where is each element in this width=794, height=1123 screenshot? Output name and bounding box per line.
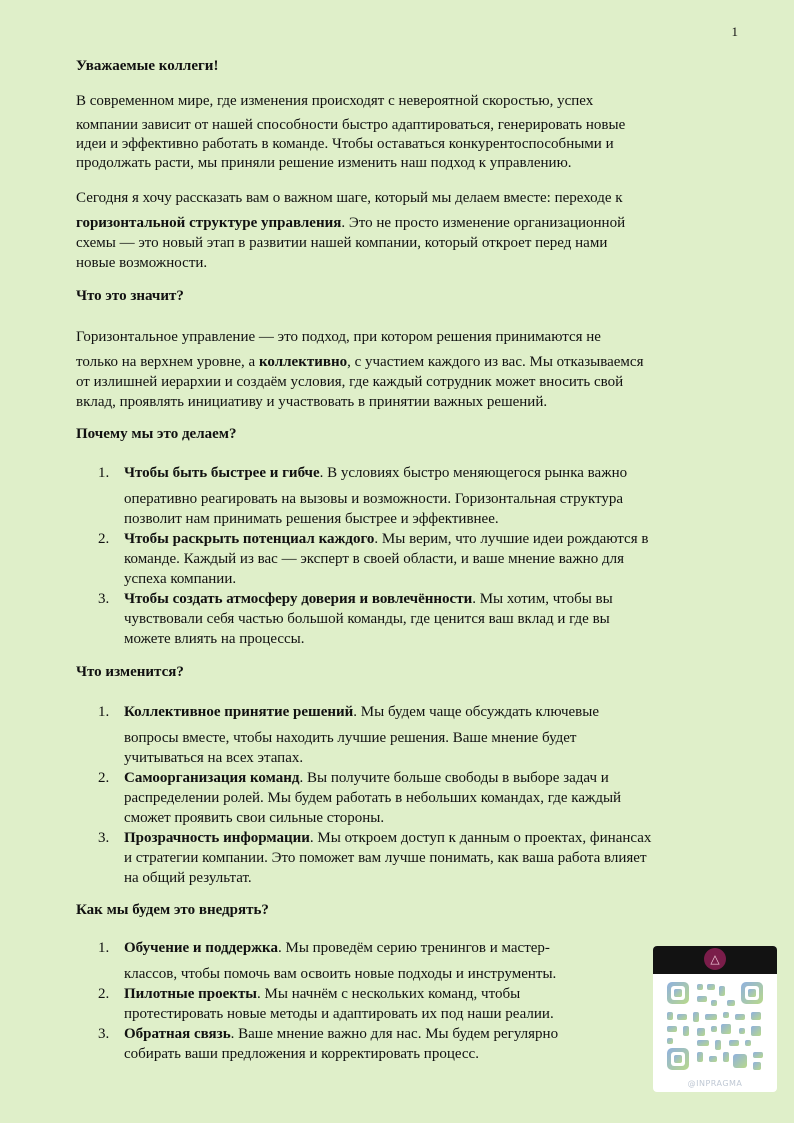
- list-item: 3. Обратная связь. Ваше мнение важно для нас. Мы будем регулярно собирать ваши предложения и корректировать процесс.: [98, 1026, 559, 1062]
- section-heading: Как мы будем это внедрять?: [76, 902, 269, 918]
- brand-logo-icon: △: [704, 948, 726, 970]
- intro-paragraph-2: [76, 188, 736, 273]
- qr-code-icon: [653, 974, 777, 1074]
- intro-paragraph-1: [76, 92, 736, 173]
- intro-line: идеи и эффективно работать в команде. Чтобы оставаться конкурентоспособными и: [76, 136, 614, 152]
- intro-line: схемы — это новый этап в развитии нашей компании, который откроет перед нами: [76, 235, 608, 251]
- intro-line: продолжать расти, мы приняли решение изменить наш подход к управлению.: [76, 155, 572, 171]
- paragraph-line: вклад, проявлять инициативу и участвовать в принятии важных решений.: [76, 394, 548, 410]
- intro-line: Сегодня я хочу рассказать вам о важном шаге, который мы делаем вместе: переходе к: [76, 190, 623, 206]
- section-heading: Почему мы это делаем?: [76, 426, 237, 442]
- section-heading: Что изменится?: [76, 664, 184, 680]
- reasons-list: [76, 463, 736, 649]
- qr-code-card[interactable]: [653, 946, 777, 1092]
- intro-line: В современном мире, где изменения происходят с невероятной скоростью, успех: [76, 93, 594, 109]
- section-heading: Что это значит?: [76, 288, 184, 304]
- list-item: 3. Чтобы создать атмосферу доверия и вовлечённости. Мы хотим, чтобы вы чувствовали себя частью большой команды, где ценится ваш вклад и где вы можете влиять на процессы.: [98, 591, 613, 647]
- section1-paragraph: [76, 327, 746, 412]
- changes-list: [76, 702, 736, 888]
- list-item: 3. Прозрачность информации. Мы откроем доступ к данным о проектах, финансах и стратегии компании. Это поможет вам лучше понимать, как ваша работа влияет на общий результат.: [98, 830, 652, 886]
- paragraph-line: только на верхнем уровне, а коллективно, с участием каждого из вас. Мы отказываемся: [76, 354, 644, 370]
- page-number: 1: [731, 24, 738, 39]
- list-item: 2. Пилотные проекты. Мы начнём с нескольких команд, чтобы протестировать новые методы и адаптировать их под наши реалии.: [98, 986, 554, 1022]
- qr-caption: @INPRAGMA: [687, 1079, 743, 1088]
- bold-term: коллективно: [258, 354, 348, 370]
- intro-line: горизонтальной структуре управления. Это не просто изменение организационной: [76, 215, 626, 231]
- list-item: 1. Коллективное принятие решений. Мы будем чаще обсуждать ключевые вопросы вместе, чтобы находить лучшие решения. Ваше мнение будет учитываться на всех этапах.: [98, 704, 599, 766]
- list-item: 1. Чтобы быть быстрее и гибче. В условиях быстро меняющегося рынка важно оперативно реагировать на вызовы и возможности. Горизонтальная структура позволит нам принимать решения быстрее и эффективнее.: [98, 465, 628, 527]
- list-item: 2. Чтобы раскрыть потенциал каждого. Мы верим, что лучшие идеи рождаются в команде. Каждый из вас — эксперт в своей области, и ваше мнение важно для успеха компании.: [98, 531, 649, 587]
- intro-line: компании зависит от нашей способности быстро адаптироваться, генерировать новые: [76, 117, 626, 133]
- paragraph-line: Горизонтальное управление — это подход, при котором решения принимаются не: [76, 329, 601, 345]
- intro-line: новые возможности.: [76, 255, 208, 271]
- paragraph-line: от излишней иерархии и создаём условия, где каждый сотрудник может вносить свой: [76, 374, 624, 390]
- list-item: 1. Обучение и поддержка. Мы проведём серию тренингов и мастер- классов, чтобы помочь вам освоить новые подходы и инструменты.: [98, 940, 557, 982]
- implementation-list: [76, 938, 636, 1064]
- list-item: 2. Самоорганизация команд. Вы получите больше свободы в выборе задач и распределении ролей. Мы будем работать в небольших командах, где каждый сможет проявить свои сильные стороны.: [98, 770, 622, 826]
- bold-term: горизонтальной структуре управления: [76, 215, 342, 231]
- qr-header: [653, 946, 777, 974]
- greeting: Уважаемые коллеги!: [76, 58, 219, 74]
